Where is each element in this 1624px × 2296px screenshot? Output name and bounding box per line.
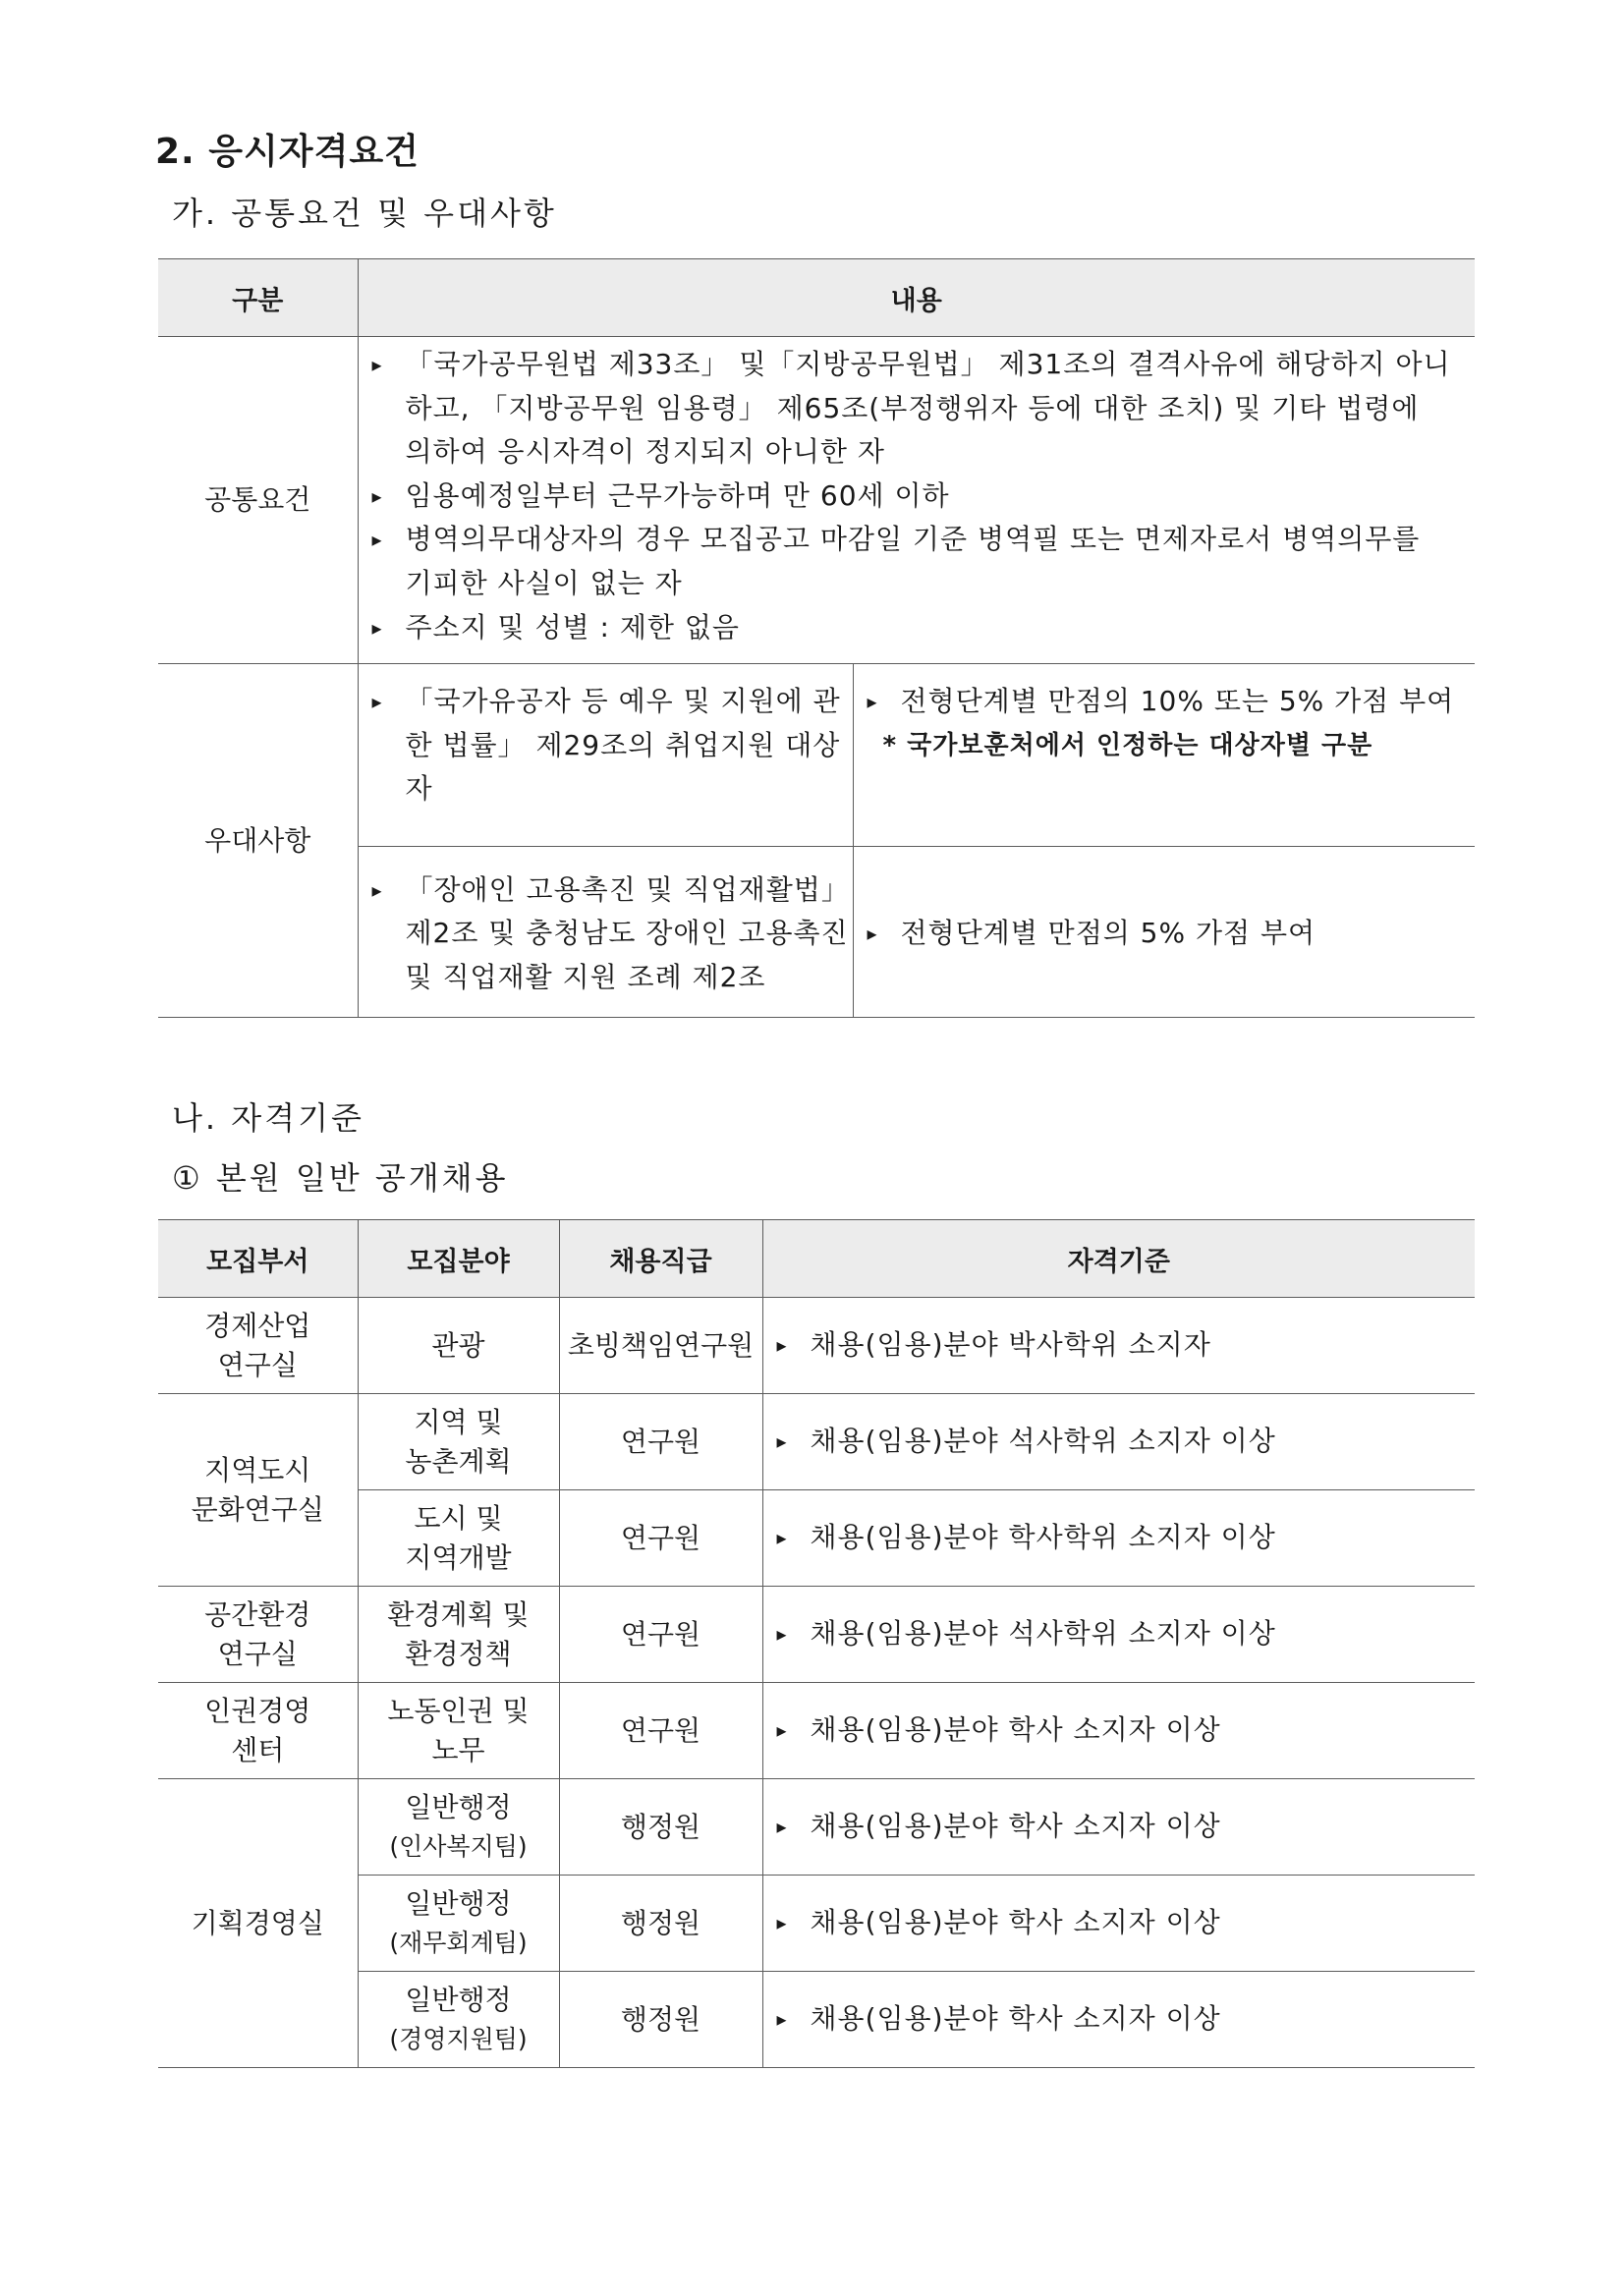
field-name: 일반행정 bbox=[405, 1790, 512, 1823]
field-name: 일반행정 bbox=[405, 1983, 512, 2016]
table-row bbox=[158, 1683, 1475, 1779]
dept-name: 지역도시 문화연구실 bbox=[191, 1453, 324, 1526]
preference-note: * 국가보훈처에서 인정하는 대상자별 구분 bbox=[882, 730, 1373, 760]
dept-cell bbox=[158, 1587, 358, 1683]
header-content: 내용 bbox=[358, 259, 1475, 337]
criteria-cell bbox=[762, 1972, 1475, 2068]
field-cell bbox=[358, 1779, 559, 1876]
field-name: 지역 및 농촌계획 bbox=[405, 1405, 512, 1478]
criteria-cell bbox=[762, 1490, 1475, 1587]
common-requirements-cell bbox=[358, 337, 1475, 664]
dept-name: 경제산업 연구실 bbox=[204, 1309, 311, 1381]
field-team: (인사복지팀) bbox=[389, 1831, 528, 1861]
list-item: ▸ 「국가유공자 등 예우 및 지원에 관한 법률」 제29조의 취업지원 대상자 bbox=[359, 680, 853, 812]
field-team: (경영지원팀) bbox=[389, 2024, 528, 2053]
field-cell bbox=[358, 1298, 559, 1394]
header-category: 구분 bbox=[158, 259, 358, 337]
field-cell bbox=[358, 1587, 559, 1683]
list-item: ▸ 채용(임용)분야 박사학위 소지자 bbox=[763, 1323, 1476, 1368]
dept-cell bbox=[158, 1683, 358, 1779]
grade-cell: 연구원 bbox=[559, 1394, 762, 1490]
subsection-heading-common: 가. 공통요건 및 우대사항 bbox=[172, 195, 557, 232]
field-name: 일반행정 bbox=[405, 1886, 512, 1920]
list-item: ▸ 전형단계별 만점의 5% 가점 부여 bbox=[854, 912, 1476, 956]
list-item: ▸ 채용(임용)분야 학사 소지자 이상 bbox=[763, 1805, 1476, 1849]
grade-cell: 행정원 bbox=[559, 1972, 762, 2068]
criteria-cell bbox=[762, 1683, 1475, 1779]
table-row bbox=[158, 1587, 1475, 1683]
list-item: ▸ 병역의무대상자의 경우 모집공고 마감일 기준 병역필 또는 면제자로서 병역의무를 기피한 사실이 없는 자 bbox=[359, 518, 1454, 605]
dept-cell bbox=[158, 1298, 358, 1394]
field-name: 도시 및 지역개발 bbox=[405, 1501, 512, 1574]
list-item: ▸ 채용(임용)분야 학사 소지자 이상 bbox=[763, 1708, 1476, 1753]
field-cell bbox=[358, 1394, 559, 1490]
criteria-cell bbox=[762, 1779, 1475, 1876]
grade-cell: 행정원 bbox=[559, 1779, 762, 1876]
preference-benefit-cell bbox=[853, 664, 1475, 847]
criteria-cell bbox=[762, 1394, 1475, 1490]
field-name: 노동인권 및 노무 bbox=[387, 1694, 530, 1766]
field-name: 환경계획 및 환경정책 bbox=[387, 1597, 530, 1670]
field-cell bbox=[358, 1683, 559, 1779]
grade-cell: 연구원 bbox=[559, 1683, 762, 1779]
grade-cell: 연구원 bbox=[559, 1490, 762, 1587]
qualification-criteria-table bbox=[158, 1219, 1475, 2068]
list-item: ▸ 채용(임용)분야 학사 소지자 이상 bbox=[763, 1997, 1476, 2042]
dept-name: 인권경영 센터 bbox=[204, 1694, 311, 1766]
criteria-cell bbox=[762, 1587, 1475, 1683]
field-name: 관광 bbox=[431, 1328, 485, 1362]
preference-target-cell bbox=[358, 664, 853, 847]
list-item: ▸ 「장애인 고용촉진 및 직업재활법」 제2조 및 충청남도 장애인 고용촉진 및 직업재활 지원 조례 제2조 bbox=[359, 868, 853, 1000]
field-cell bbox=[358, 1490, 559, 1587]
subsection-heading-general: ① 본원 일반 공개채용 bbox=[172, 1159, 509, 1197]
dept-cell bbox=[158, 1394, 358, 1587]
header-criteria: 자격기준 bbox=[762, 1220, 1475, 1298]
list-item: ▸ 「국가공무원법 제33조」 및「지방공무원법」 제31조의 결격사유에 해당하지 아니하고, 「지방공무원 임용령」 제65조(부정행위자 등에 대한 조치) 및 기타 법령에 의하여 응시자격이 정지되지 아니한 자 bbox=[359, 343, 1454, 475]
field-team: (재무회계팀) bbox=[389, 1928, 528, 1957]
grade-cell: 초빙책임연구원 bbox=[559, 1298, 762, 1394]
header-field: 모집분야 bbox=[358, 1220, 559, 1298]
dept-name: 기획경영실 bbox=[191, 1906, 324, 1939]
table-row bbox=[158, 1779, 1475, 1876]
dept-name: 공간환경 연구실 bbox=[204, 1597, 311, 1670]
list-item: ▸ 주소지 및 성별 : 제한 없음 bbox=[359, 606, 1454, 650]
list-item: ▸ 채용(임용)분야 석사학위 소지자 이상 bbox=[763, 1420, 1476, 1464]
field-cell bbox=[358, 1972, 559, 2068]
header-dept: 모집부서 bbox=[158, 1220, 358, 1298]
grade-cell: 연구원 bbox=[559, 1587, 762, 1683]
list-item: ▸ 채용(임용)분야 학사 소지자 이상 bbox=[763, 1901, 1476, 1945]
list-item: ▸ 채용(임용)분야 석사학위 소지자 이상 bbox=[763, 1612, 1476, 1656]
criteria-cell bbox=[762, 1298, 1475, 1394]
preference-target-cell bbox=[358, 847, 853, 1018]
list-item: ▸ 임용예정일부터 근무가능하며 만 60세 이하 bbox=[359, 475, 1454, 519]
header-grade: 채용직급 bbox=[559, 1220, 762, 1298]
preference-benefit-cell bbox=[853, 847, 1475, 1018]
table-row bbox=[158, 1298, 1475, 1394]
list-item: ▸ 전형단계별 만점의 10% 또는 5% 가점 부여 bbox=[854, 680, 1476, 724]
criteria-cell bbox=[762, 1876, 1475, 1972]
grade-cell: 행정원 bbox=[559, 1876, 762, 1972]
field-cell bbox=[358, 1876, 559, 1972]
table-row bbox=[158, 1394, 1475, 1490]
dept-cell bbox=[158, 1779, 358, 2068]
subsection-heading-criteria: 나. 자격기준 bbox=[172, 1099, 364, 1137]
row-label-preference: 우대사항 bbox=[158, 664, 358, 1018]
list-item: ▸ 채용(임용)분야 학사학위 소지자 이상 bbox=[763, 1516, 1476, 1560]
common-requirements-table bbox=[158, 258, 1475, 1018]
row-label-common: 공통요건 bbox=[158, 337, 358, 664]
section-heading: 2. 응시자격요건 bbox=[155, 132, 420, 172]
